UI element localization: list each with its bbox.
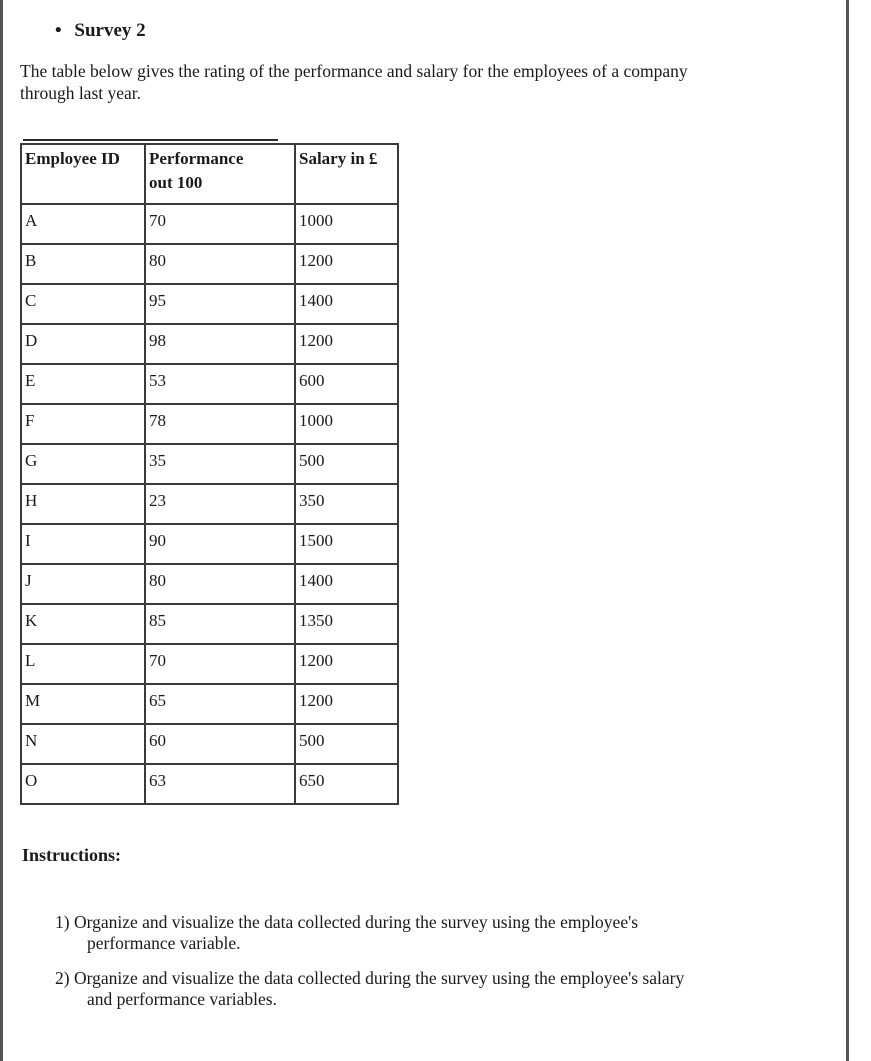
cell-performance: 70 [145, 204, 295, 244]
instructions-title: Instructions: [22, 845, 122, 865]
cell-salary: 1500 [295, 524, 398, 564]
table-row [21, 404, 398, 444]
cell-employee-id: L [21, 644, 145, 684]
cell-salary: 650 [295, 764, 398, 804]
cell-salary: 1000 [295, 204, 398, 244]
instruction-item-1 [55, 912, 835, 954]
cell-performance: 53 [145, 364, 295, 404]
cell-employee-id: D [21, 324, 145, 364]
cell-employee-id: F [21, 404, 145, 444]
cell-employee-id: C [21, 284, 145, 324]
table-row [21, 564, 398, 604]
instruction-number: 2) [55, 968, 70, 988]
table-row [21, 484, 398, 524]
employee-table [20, 143, 399, 805]
table-header-row [21, 144, 398, 204]
cell-salary: 1400 [295, 284, 398, 324]
table-row [21, 324, 398, 364]
table-row [21, 244, 398, 284]
header-salary: Salary in £ [295, 144, 398, 204]
table-row [21, 524, 398, 564]
cell-salary: 1200 [295, 324, 398, 364]
cell-performance: 35 [145, 444, 295, 484]
intro-line-2: through last year. [20, 83, 142, 103]
cell-performance: 78 [145, 404, 295, 444]
cell-performance: 23 [145, 484, 295, 524]
cell-salary: 1350 [295, 604, 398, 644]
table-row [21, 204, 398, 244]
table-row [21, 684, 398, 724]
cell-employee-id: I [21, 524, 145, 564]
survey-heading [55, 20, 146, 42]
cell-salary: 500 [295, 724, 398, 764]
survey-title: Survey 2 [74, 20, 146, 41]
cell-employee-id: E [21, 364, 145, 404]
instruction-text-line-1: Organize and visualize the data collected during the survey using the employee's [73, 912, 639, 932]
cell-employee-id: H [21, 484, 145, 524]
cell-performance: 80 [145, 244, 295, 284]
table-row [21, 764, 398, 804]
table-row [21, 644, 398, 684]
cell-salary: 1000 [295, 404, 398, 444]
bullet-icon: • [55, 20, 62, 41]
cell-employee-id: M [21, 684, 145, 724]
instruction-item-2 [55, 968, 835, 1010]
cell-performance: 65 [145, 684, 295, 724]
instruction-number: 1) [55, 912, 70, 932]
cell-salary: 1400 [295, 564, 398, 604]
cell-employee-id: J [21, 564, 145, 604]
header-performance [145, 144, 295, 204]
header-employee-id: Employee ID [21, 144, 145, 204]
intro-line-1: The table below gives the rating of the performance and salary for the employees of a company [20, 61, 688, 81]
table-row [21, 604, 398, 644]
cell-salary: 1200 [295, 644, 398, 684]
cell-performance: 70 [145, 644, 295, 684]
cell-performance: 85 [145, 604, 295, 644]
cell-performance: 80 [145, 564, 295, 604]
instruction-text-line-1: Organize and visualize the data collected during the survey using the employee's salary [73, 968, 685, 988]
header-performance-line-2: out 100 [149, 173, 203, 192]
table-row [21, 444, 398, 484]
instructions-list [55, 912, 835, 1024]
cell-salary: 1200 [295, 244, 398, 284]
header-performance-line-1: Performance [149, 149, 244, 168]
cell-employee-id: B [21, 244, 145, 284]
cell-salary: 1200 [295, 684, 398, 724]
table-row [21, 364, 398, 404]
table-top-rule [23, 139, 278, 141]
cell-employee-id: G [21, 444, 145, 484]
cell-employee-id: A [21, 204, 145, 244]
intro-paragraph [20, 60, 845, 104]
instruction-text-line-2: and performance variables. [87, 989, 277, 1009]
cell-employee-id: K [21, 604, 145, 644]
table-row [21, 284, 398, 324]
cell-performance: 95 [145, 284, 295, 324]
cell-performance: 63 [145, 764, 295, 804]
cell-employee-id: O [21, 764, 145, 804]
cell-salary: 350 [295, 484, 398, 524]
cell-salary: 600 [295, 364, 398, 404]
cell-performance: 90 [145, 524, 295, 564]
cell-salary: 500 [295, 444, 398, 484]
cell-employee-id: N [21, 724, 145, 764]
table-row [21, 724, 398, 764]
cell-performance: 60 [145, 724, 295, 764]
cell-performance: 98 [145, 324, 295, 364]
instruction-text-line-2: performance variable. [87, 933, 241, 953]
